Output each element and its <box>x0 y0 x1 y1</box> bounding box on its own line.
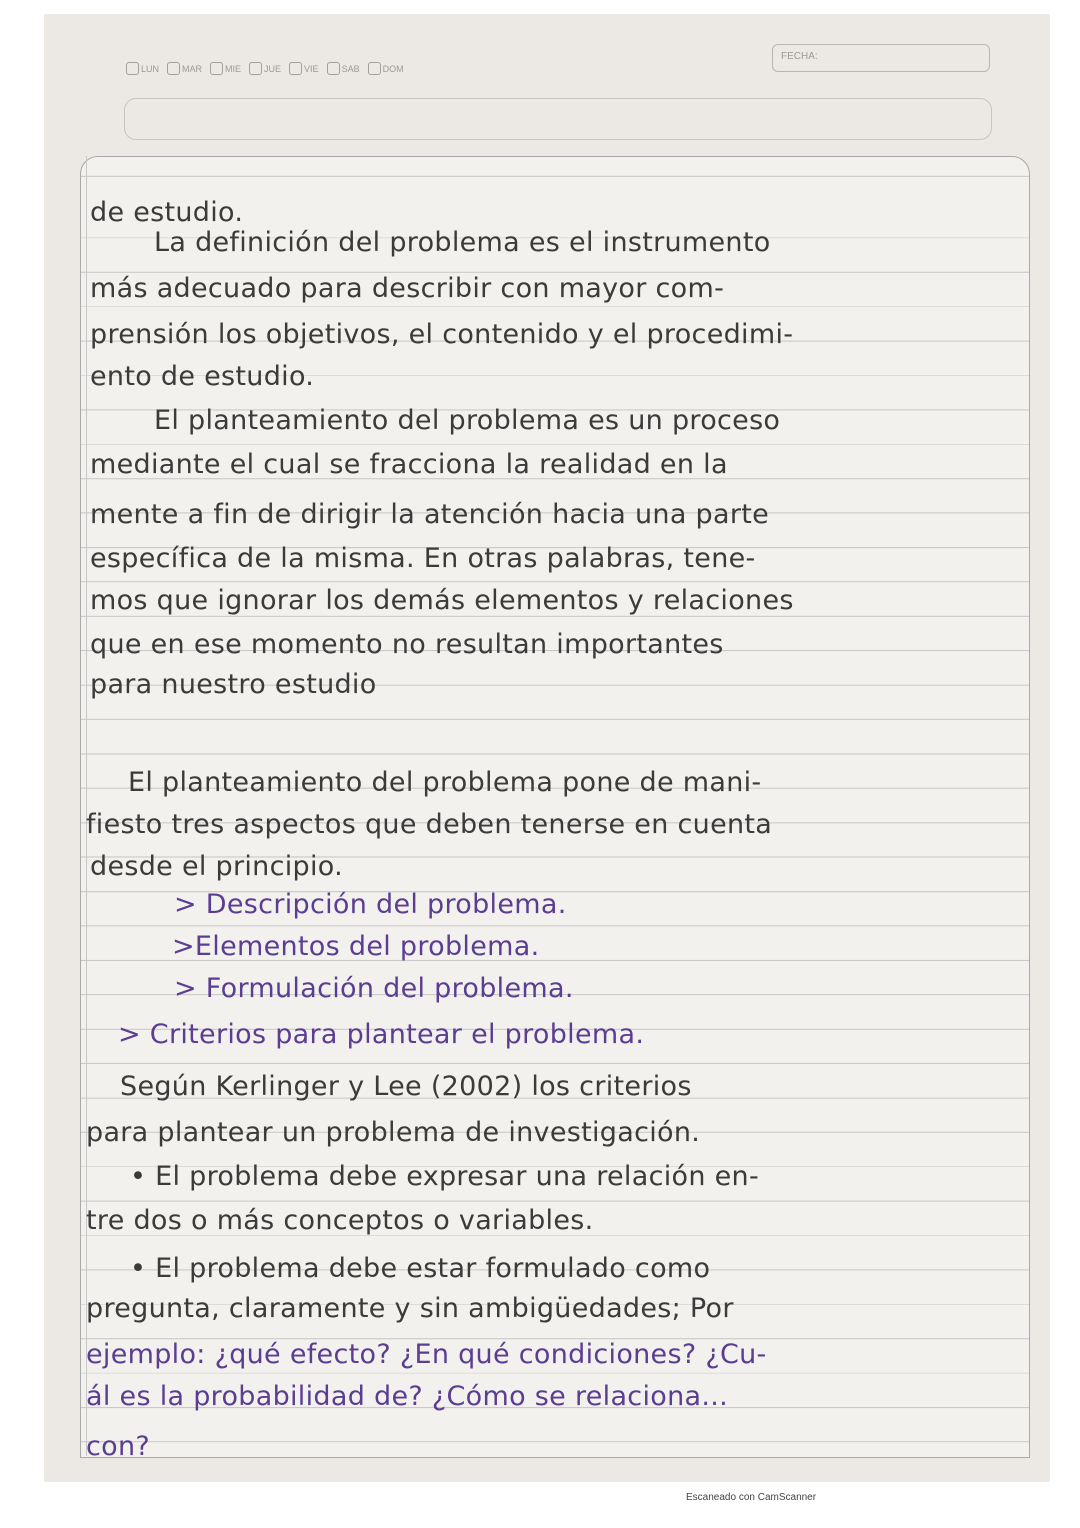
checkbox-icon <box>368 62 381 75</box>
note-line: • El problema debe expresar una relación en- <box>130 1161 759 1192</box>
bullet-item: > Formulación del problema. <box>174 973 574 1004</box>
checkbox-icon <box>167 62 180 75</box>
note-line: tre dos o más conceptos o variables. <box>86 1205 594 1236</box>
checkbox-icon <box>289 62 302 75</box>
note-line: La definición del problema es el instrumento <box>154 227 771 258</box>
weekday-lun: LUN <box>126 62 159 75</box>
note-line: desde el principio. <box>90 851 344 882</box>
note-line: El planteamiento del problema es un proceso <box>154 405 781 436</box>
note-line: mos que ignorar los demás elementos y relaciones <box>90 585 794 616</box>
weekday-vie: VIE <box>289 62 319 75</box>
note-line: mente a fin de dirigir la atención hacia una parte <box>90 499 770 530</box>
date-label: FECHA: <box>781 51 818 62</box>
note-line: ento de estudio. <box>90 361 315 392</box>
checkbox-icon <box>126 62 139 75</box>
note-line: El planteamiento del problema pone de mani- <box>128 767 762 798</box>
weekday-selector <box>126 62 404 75</box>
note-line: prensión los objetivos, el contenido y el procedimi- <box>90 319 794 350</box>
weekday-mar: MAR <box>167 62 202 75</box>
note-line: mediante el cual se fracciona la realidad en la <box>90 449 728 480</box>
bullet-item: > Criterios para plantear el problema. <box>118 1019 645 1050</box>
note-line: Según Kerlinger y Lee (2002) los criterios <box>120 1071 692 1102</box>
note-line: ál es la probabilidad de? ¿Cómo se relaciona... <box>86 1381 728 1412</box>
checkbox-icon <box>327 62 340 75</box>
checkbox-icon <box>249 62 262 75</box>
checkbox-icon <box>210 62 223 75</box>
title-box <box>124 98 992 140</box>
note-line: que en ese momento no resultan importantes <box>90 629 724 660</box>
note-line: con? <box>86 1431 151 1462</box>
weekday-sab: SAB <box>327 62 360 75</box>
weekday-mie: MIE <box>210 62 241 75</box>
note-line: más adecuado para describir con mayor com- <box>90 273 725 304</box>
margin-line <box>86 156 87 1456</box>
note-line: • El problema debe estar formulado como <box>130 1253 711 1284</box>
date-field <box>772 44 990 72</box>
note-line: pregunta, claramente y sin ambigüedades; Por <box>86 1293 734 1324</box>
weekday-jue: JUE <box>249 62 281 75</box>
weekday-dom: DOM <box>368 62 404 75</box>
note-line: ejemplo: ¿qué efecto? ¿En qué condiciones? ¿Cu- <box>86 1339 767 1370</box>
note-line: para plantear un problema de investigación. <box>86 1117 701 1148</box>
note-line: para nuestro estudio <box>90 669 377 700</box>
note-line: específica de la misma. En otras palabras, tene- <box>90 543 756 574</box>
bullet-item: > Descripción del problema. <box>174 889 567 920</box>
bullet-item: >Elementos del problema. <box>172 931 540 962</box>
note-line: de estudio. <box>90 197 244 228</box>
note-line: fiesto tres aspectos que deben tenerse en cuenta <box>86 809 773 840</box>
scanner-watermark: Escaneado con CamScanner <box>686 1492 817 1503</box>
